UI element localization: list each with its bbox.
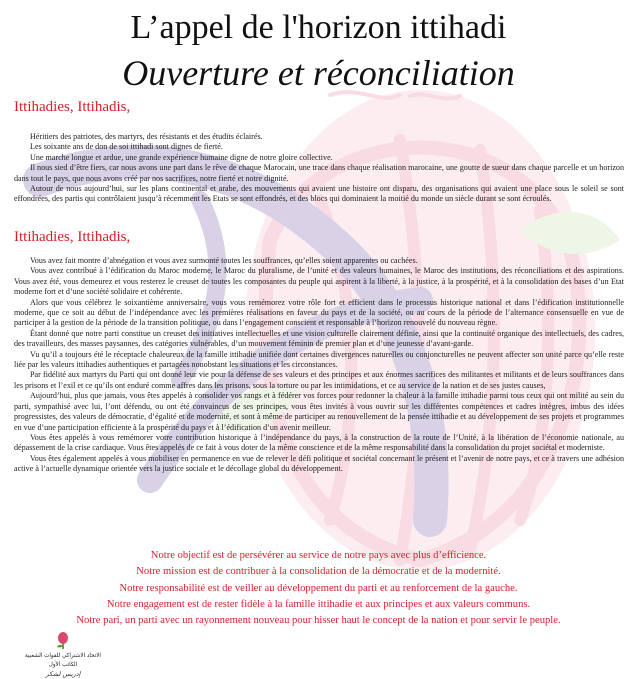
section-body-2 (14, 256, 624, 475)
paragraph: Vu qu’il a toujours été le réceptacle chaleureux de la famille ittihadie unifiée dont certaines divergences naturelles ou conjoncturelles ne peuvent affecter son unité parce qu’elle reste liée par les valeurs ittihadies authentiques et partagées nonobstant les situations et les circonstances. (14, 349, 624, 370)
signature-org: الاتحاد الاشتراكي للقوات الشعبية (25, 653, 101, 659)
paragraph: Étant donné que notre parti constitue un creuset des initiatives intellectuelles et une vision culturelle clairement définie, ainsi que la continuité organique des intellectuels, des cadres, des travailleurs, des masses paysannes, des catégories vulnérables, d’un mouvement féminin de premier plan et d’une jeunesse d’avant-garde. (14, 328, 624, 349)
signature-name: إدريس لشكر (45, 670, 81, 678)
paragraph: Autour de nous aujourd’hui, sur les plans continental et arabe, des mouvements qui avaient une histoire ont disparu, des organisations qui avaient une place sous le soleil se sont effondrées, des partis qui contrôlaient jusqu’à récemment les Etats se sont effondrés, et des blocs qui dominaient la moitié du monde un siècle durant se sont écroulés. (14, 184, 624, 204)
paragraph: Les soixante ans de don de soi ittihadi sont dignes de fierté. (30, 142, 223, 152)
closing-statements (30, 548, 607, 629)
section-heading-2: Ittihadies, Ittihadis, (14, 229, 131, 245)
signature-block (8, 630, 118, 679)
closing-line: Notre mission est de contribuer à la consolidation de la démocratie et de la modernité. (136, 566, 501, 578)
closing-line: Notre pari, un parti avec un rayonnement nouveau pour hisser haut le concept de la nation et pour servir le peuple. (76, 615, 561, 627)
signature-role: الكاتب الأول (48, 662, 78, 668)
closing-line: Notre objectif est de persévérer au service de notre pays avec plus d’efficience. (150, 550, 487, 561)
section-heading-1: Ittihadies, Ittihadis, (14, 99, 131, 115)
closing-line: Notre engagement est de rester fidèle à la famille ittihadie et aux principes et aux valeurs communs. (106, 598, 531, 610)
paragraph: Vous êtes appelés à vous remémorer votre contribution historique à l’indépendance du pays, à la construction de la route de l’Unité, à la libération de l’économie nationale, au dépassement de la crise cardiaque. Vous êtes appelés de ce fait à vous doter de la même conscience et de la même responsabilité dans la consolidation du projet sociétal et moderniste. (14, 432, 624, 453)
paragraph: Aujourd’hui, plus que jamais, vous êtes appelés à consolider vos rangs et à fédérer vos forces pour redonner la chaleur à la famille ittihadie parmi tous ceux qui ont milité au sein du parti, sympathisé avec lui, l’ont défendu, ou ont été convaincus de ses principes, vous êtes invités à vous ouvrir sur les différentes compétences et cadres intègres, imbus des idées progressistes, des valeurs de démocratie, d’égalité et de modernité, et sont à même de participer au renouvellement de la pensée ittihadie et au développement de ses projets et programmes en vue d’une participation efficiente à la prospérité du pays et à l’édification d’un avenir meilleur. (14, 391, 624, 432)
paragraph: Vous avez contribué à l’édification du Maroc moderne, le Maroc du pluralisme, de l’unité et des valeurs humaines, le Maroc des institutions, des réconciliations et des aspirations. Vous avez été, vous demeurez et vous resterez le creuset de toutes les composantes du peuple qui aspirent à la liberté, à la justice, à la prospérité, et à la consolidation des bases d’un Etat moderne fort et d’une société solidaire et cohérente. (14, 266, 624, 297)
paragraph: Une marche longue et ardue, une grande expérience humaine digne de notre gloire collective. (30, 152, 333, 162)
paragraph: Vous avez fait montre d’abnégation et vous avez surmonté toutes les souffrances, qu’elles soient apparentes ou cachées. (30, 256, 418, 265)
paragraph: Il nous sied d’être fiers, car nous avons une part dans le rêve de chaque Marocain, une trace dans chaque réalisation marocaine, une goutte de sueur dans chaque parcelle et un horizon dans tout le pays, que nous avons créé par nos sacrifices, notre fierté et notre dignité. (14, 163, 624, 183)
paragraph: Vous êtes également appelés à vous mobiliser en permanence en vue de relever le défi politique et sociétal concernant le présent et l’avenir de notre pays, et ce à travers une adhésion active à l’actuelle dynamique orientée vers la justice sociale et le décollage global du développement. (14, 453, 624, 474)
rose-logo-icon (53, 630, 73, 650)
closing-line: Notre responsabilité est de veiller au développement du parti et au renforcement de la gauche. (119, 582, 518, 594)
paragraph: Par fidélité aux martyrs du Parti qui ont donné leur vie pour la défense de ses valeurs et des principes et aux énormes sacrifices des militantes et militants et de leurs souffrances dans les prisons et l’exil et ce qu’ils ont enduré comme affres dans les prisons, sous la torture ou par les intimidations, et ce au service de la nation et de ses justes causes, (14, 370, 624, 390)
page-title: L’appel de l'horizon ittihadi (130, 9, 507, 46)
paragraph: Héritiers des patriotes, des martyrs, des résistants et des étudits éclairés. (30, 132, 263, 141)
page-subtitle: Ouverture et réconciliation (122, 53, 515, 93)
paragraph: Alors que vous célébrez le soixantième anniversaire, vous vous remémorez votre rôle fort et efficient dans le processus historique national et dans l’édification institutionnelle moderne, que ce soit au début de l’indépendance avec les premières réalisations en faveur du pays et de la société, ou au cours de la période de l’alternance consensuelle en vue de participer à la gestion de la période de la transition politique, ou dans l’engagement conscient et responsable à l’horizon renouvelé du nouveau règne. (14, 297, 624, 328)
section-body-1 (14, 132, 624, 205)
